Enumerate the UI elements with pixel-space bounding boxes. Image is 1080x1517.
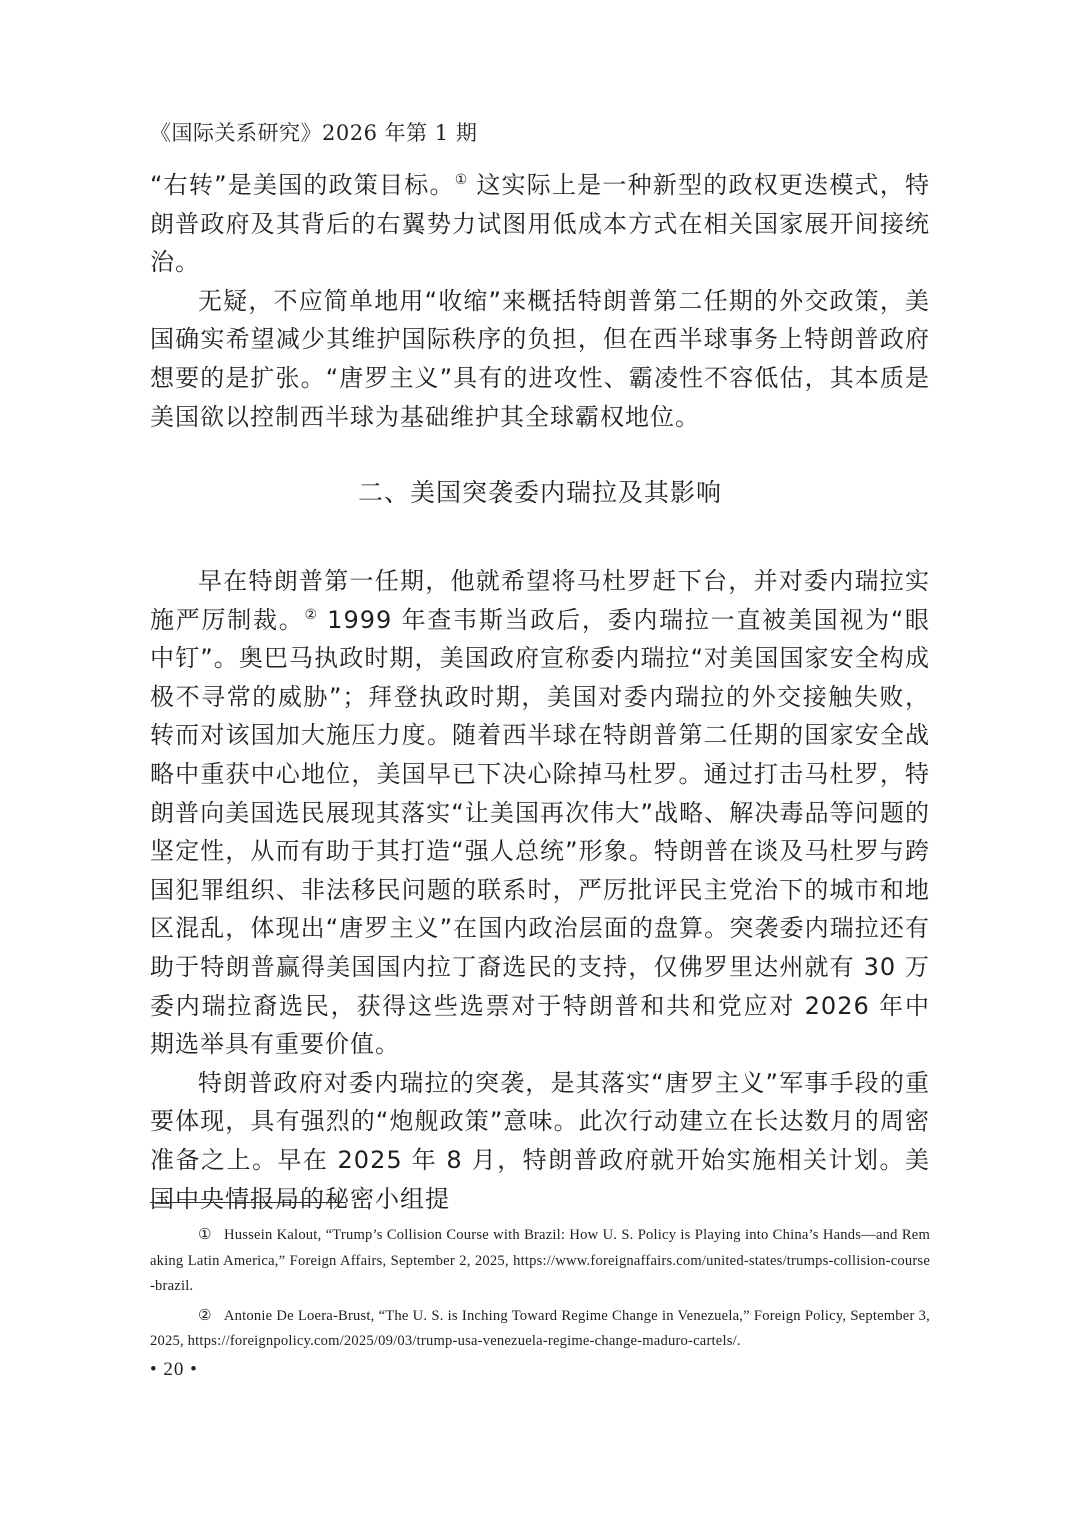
paragraph — [150, 166, 930, 282]
paragraph — [150, 562, 930, 1064]
footnote-divider — [150, 1202, 346, 1203]
section-one-text — [150, 166, 930, 436]
footnote-text: Hussein Kalout, “Trump’s Collision Course with Brazil: How U. S. Policy is Playing into China’s Hands—and Remaking Latin America,” Foreign Affairs, September 2, 2025, https://www.foreignaffairs.com/united-states/trumps-collision-course-brazil. — [150, 1227, 930, 1294]
paragraph-text: 这实际上是一种新型的政权更迭模式，特朗普政府及其背后的右翼势力试图用低成本方式在相关国家展开间接统治。 — [150, 171, 930, 277]
running-header: 《国际关系研究》2026 年第 1 期 — [150, 121, 478, 145]
page-number: • 20 • — [150, 1359, 198, 1380]
footnote-text: Antonie De Loera-Brust, “The U. S. is Inching Toward Regime Change in Venezuela,” Foreign Policy, September 3, 2025, https://foreignpolicy.com/2025/09/03/trump-usa-venezuela-regime-change-maduro-cartels/. — [150, 1307, 930, 1349]
footnote-mark: ① — [198, 1225, 213, 1243]
footnote-ref-2[interactable]: ② — [304, 606, 318, 623]
paragraph-text: 1999 年查韦斯当政后，委内瑞拉一直被美国视为“眼中钉”。奥巴马执政时期，美国政府宣称委内瑞拉“对美国国家安全构成极不寻常的威胁”；拜登执政时期，美国对委内瑞拉的外交接触失败，转而对该国加大施压力度。随着西半球在特朗普第二任期的国家安全战略中重获中心地位，美国早已下决心除掉马杜罗。通过打击马杜罗，特朗普向美国选民展现其落实“让美国再次伟大”战略、解决毒品等问题的坚定性，从而有助于其打造“强人总统”形象。特朗普在谈及马杜罗与跨国犯罪组织、非法移民问题的联系时，严厉批评民主党治下的城市和地区混乱，体现出“唐罗主义”在国内政治层面的盘算。突袭委内瑞拉还有助于特朗普赢得美国国内拉丁裔选民的支持，仅佛罗里达州就有 30 万委内瑞拉裔选民，获得这些选票对于特朗普和共和党应对 2026 年中期选举具有重要价值。 — [150, 605, 930, 1059]
section-two-text — [150, 562, 930, 1218]
paragraph: 特朗普政府对委内瑞拉的突袭，是其落实“唐罗主义”军事手段的重要体现，具有强烈的“炮舰政策”意味。此次行动建立在长达数月的周密准备之上。早在 2025 年 8 月，特朗普政府就开始实施相关计划。美国中央情报局的秘密小组提 — [150, 1068, 930, 1213]
footnote-mark: ② — [198, 1305, 212, 1324]
paragraph: 无疑，不应简单地用“收缩”来概括特朗普第二任期的外交政策，美国确实希望减少其维护国际秩序的负担，但在西半球事务上特朗普政府想要的是扩张。“唐罗主义”具有的进攻性、霸凌性不容低估，其本质是美国欲以控制西半球为基础维护其全球霸权地位。 — [150, 286, 930, 431]
paragraph-text: 早在特朗普第一任期，他就希望将马杜罗赶下台，并对委内瑞拉实施严厉制裁。 — [150, 567, 930, 634]
paragraph-text: “右转”是美国的政策目标。 — [150, 171, 455, 199]
section-heading: 二、美国突袭委内瑞拉及其影响 — [357, 478, 722, 507]
footnote-1 — [150, 1222, 930, 1300]
footnote-ref-1[interactable]: ① — [454, 172, 468, 188]
footnotes — [150, 1222, 930, 1358]
footnote-2 — [150, 1303, 930, 1355]
